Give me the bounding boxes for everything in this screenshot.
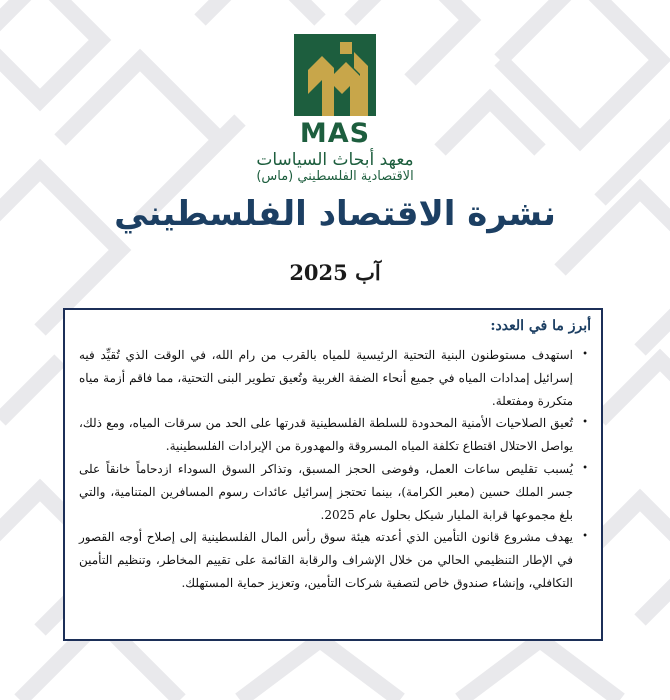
logo (0, 34, 670, 120)
logo-name-line1: معهد أبحاث السياسات (256, 150, 414, 170)
list-item-text: استهدف مستوطنون البنية التحتية الرئيسية للمياه بالقرب من رام الله، في الوقت الذي تُقيِّد فيه إسرائيل إمدادات المياه في جميع أنحاء الضفة الغربية وتُعيق تطوير البنى التحتية، مما فاقم أزمة مياه متكررة ومفتعلة. (79, 348, 573, 408)
bullet-dot-icon: • (582, 462, 588, 474)
bullet-dot-icon: • (582, 349, 588, 360)
logo-mark (294, 34, 376, 116)
logo-name-line2: الاقتصادية الفلسطيني (ماس) (256, 169, 414, 184)
issue-date: آب 2025 (289, 260, 381, 285)
list-item-text: يهدف مشروع قانون التأمين الذي أعدته هيئة سوق رأس المال الفلسطينية إلى إصلاح أوجه القصور في الإطار التنظيمي الحالي من خلال الإشراف والرقابة القائمة على تقييم المخاطر، وتنظيم التأمين التكافلي، وإنشاء صندوق خاص لتصفية شركات التأمين، وتعزيز حماية المستهلك. (79, 530, 573, 590)
list-item (79, 412, 588, 458)
highlights-heading: أبرز ما في العدد: (490, 318, 591, 334)
list-item-text: تُعيق الصلاحيات الأمنية المحدودة للسلطة الفلسطينية قدرتها على الحد من سرقات المياه، ومع ذلك، يواصل الاحتلال اقتطاع تكلفة المياه المسروقة والمهدورة من الإيرادات الفلسطينية. (79, 416, 573, 454)
highlights-box (63, 308, 603, 641)
logo-acronym: MAS (299, 118, 371, 149)
page-title: نشرة الاقتصاد الفلسطيني (114, 194, 556, 234)
list-item (79, 458, 588, 526)
list-item (79, 344, 588, 412)
bullet-dot-icon: • (582, 531, 588, 543)
highlights-list (79, 344, 591, 595)
bullet-dot-icon: • (582, 417, 588, 429)
list-item-text: يُسبب تقليص ساعات العمل، وفوضى الحجز المسبق، وتذاكر السوق السوداء ازدحاماً خانقاً على جسر الملك حسين (معبر الكرامة)، بينما تحتجز إسرائيل عائدات رسوم المسافرين المتنامية، والتي بلغ مجموعها قرابة المليار شيكل بحلول عام 2025. (79, 461, 573, 522)
logo-emblem-icon (294, 34, 376, 116)
list-item (79, 526, 588, 594)
